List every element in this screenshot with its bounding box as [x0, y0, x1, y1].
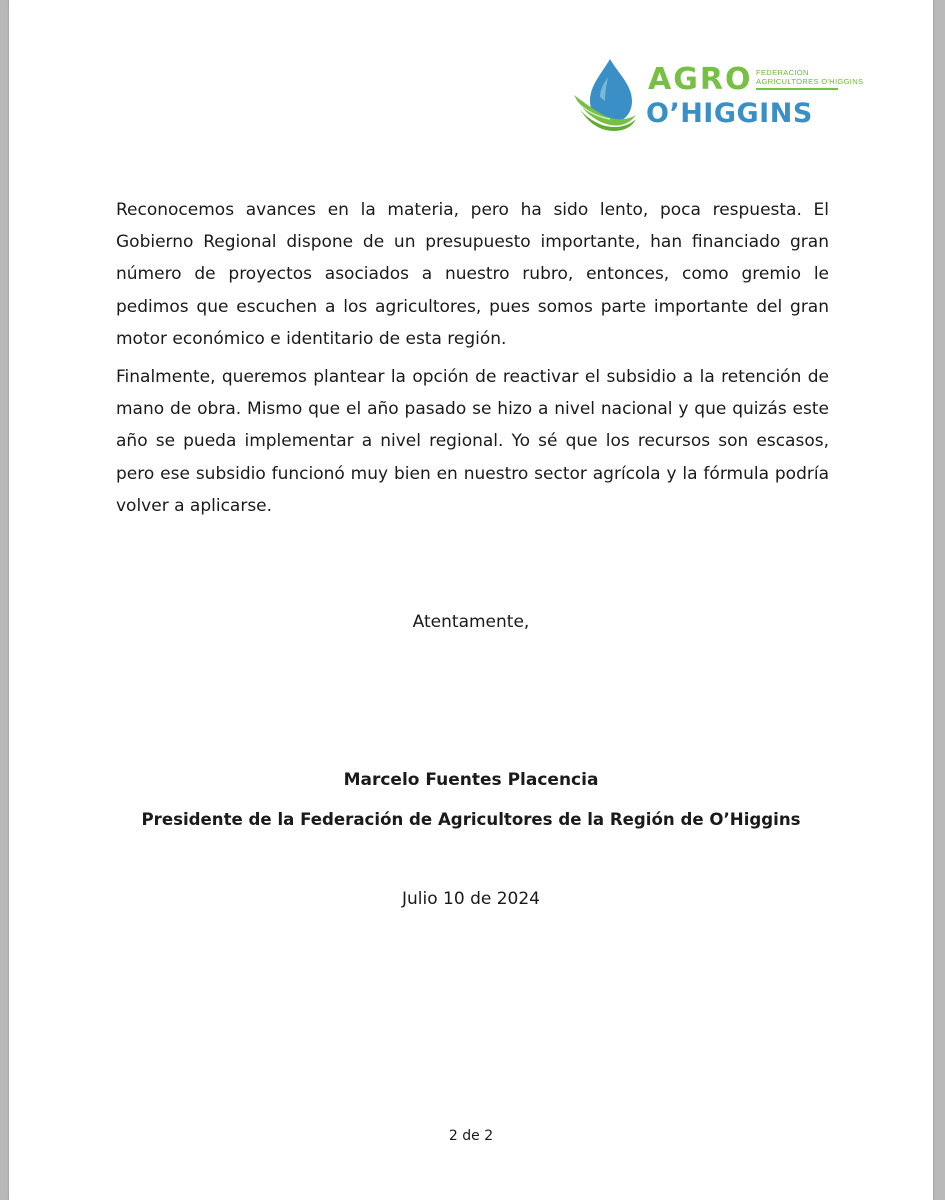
letter-body	[116, 194, 829, 528]
document-page	[9, 0, 933, 1200]
water-drop-leaf-icon	[570, 57, 642, 133]
logo-tagline	[756, 69, 863, 86]
body-paragraph: Reconocemos avances en la materia, pero ha sido lento, poca respuesta. El Gobierno Regional dispone de un presupuesto importante, han financiado gran número de proyectos asociados a nuestro rubro, entonces, como gremio le pedimos que escuchen a los agricultores, pues somos parte importante del gran motor económico e identitario de esta región.	[116, 200, 829, 349]
salutation: Atentamente,	[412, 612, 530, 632]
letter-date: Julio 10 de 2024	[402, 889, 540, 909]
body-paragraph: Finalmente, queremos plantear la opción de reactivar el subsidio a la retención de mano de obra. Mismo que el año pasado se hizo a nivel nacional y que quizás este año se pueda implementar a nivel regional. Yo sé que los recursos son escasos, pero ese subsidio funcionó muy bien en nuestro sector agrícola y la fórmula podría volver a aplicarse.	[116, 367, 829, 516]
logo-tagline-line1: FEDERACIÓN	[756, 68, 809, 77]
logo-divider	[756, 88, 838, 90]
logo-brand-bottom: O’HIGGINS	[646, 98, 813, 129]
signer-name: Marcelo Fuentes Placencia	[343, 770, 599, 790]
logo-brand-top: AGRO	[648, 62, 753, 97]
agro-ohiggins-logo	[570, 57, 864, 133]
page-number: 2 de 2	[448, 1128, 494, 1144]
logo-tagline-line2: AGRICULTORES O'HIGGINS	[756, 76, 864, 86]
signer-title: Presidente de la Federación de Agricultores de la Región de O’Higgins	[141, 810, 801, 829]
